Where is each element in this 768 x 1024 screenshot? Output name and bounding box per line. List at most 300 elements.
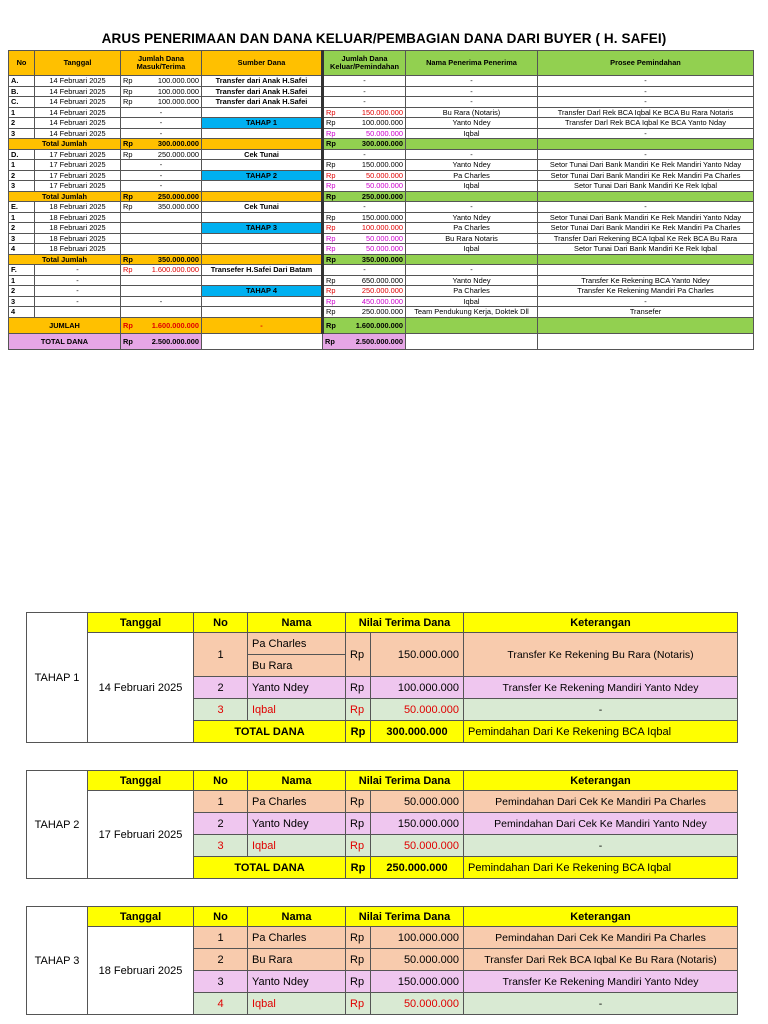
tahap-currency: Rp <box>346 699 371 721</box>
row-source <box>202 160 323 171</box>
row-in <box>121 76 202 87</box>
ledger-total-row <box>9 191 754 202</box>
currency-label: Rp <box>326 191 336 201</box>
row-recipient: Iqbal <box>406 296 538 307</box>
amount-value: - <box>363 97 366 107</box>
row-recipient: Bu Rara (Notaris) <box>406 107 538 118</box>
tahap-name: Bu Rara <box>248 655 346 677</box>
ledger-row <box>9 265 754 276</box>
row-no: 4 <box>9 307 35 318</box>
tahap-value: 50.000.000 <box>371 949 464 971</box>
header-nama: Nama <box>248 771 346 791</box>
row-recipient: Yanto Ndey <box>406 212 538 223</box>
row-date: 17 Februari 2025 <box>35 149 121 160</box>
row-out <box>323 286 406 297</box>
ledger-total-row <box>9 254 754 265</box>
amount-value: 300.000.000 <box>157 139 199 149</box>
ledger-header-cell: Jumlah Dana Masuk/Terima <box>121 51 202 76</box>
row-no: 1 <box>9 160 35 171</box>
ledger-row <box>9 149 754 160</box>
tahap-value: 150.000.000 <box>371 813 464 835</box>
row-process: - <box>538 128 754 139</box>
row-source <box>202 275 323 286</box>
jumlah-out <box>323 317 406 333</box>
tahap-no: 3 <box>194 699 248 721</box>
header-nilai: Nilai Terima Dana <box>346 771 464 791</box>
total-source <box>202 254 323 265</box>
total-proc <box>538 139 754 150</box>
amount-value: - <box>363 76 366 86</box>
currency-label: Rp <box>123 320 133 330</box>
row-process: - <box>538 86 754 97</box>
row-date: - <box>35 286 121 297</box>
currency-label: Rp <box>123 191 133 201</box>
tahap-name: Iqbal <box>248 993 346 1015</box>
ledger-row <box>9 233 754 244</box>
row-process: Transfer Darl Rek BCA Iqbal Ke BCA Bu Rara Notaris <box>538 107 754 118</box>
tahap-currency: Rp <box>346 677 371 699</box>
tahap-keterangan: Transfer Ke Rekening Mandiri Yanto Ndey <box>464 677 738 699</box>
amount-value: 100.000.000 <box>157 76 199 86</box>
row-process: Transfer Ke Rekening BCA Yanto Ndey <box>538 275 754 286</box>
spacer <box>202 333 323 349</box>
row-in <box>121 128 202 139</box>
currency-label: Rp <box>326 286 336 296</box>
row-no: 2 <box>9 286 35 297</box>
total-name <box>406 191 538 202</box>
row-in <box>121 97 202 108</box>
row-out <box>323 223 406 234</box>
currency-label: Rp <box>326 244 336 254</box>
row-source: Transefer H.Safei Dari Batam <box>202 265 323 276</box>
row-source: Transfer dari Anak H.Safei <box>202 76 323 87</box>
row-out <box>323 296 406 307</box>
currency-label: Rp <box>326 296 336 306</box>
tahap-total-currency: Rp <box>346 721 371 743</box>
row-date: 18 Februari 2025 <box>35 233 121 244</box>
amount-value: 1.600.000.000 <box>151 265 199 275</box>
amount-value: 50.000.000 <box>366 233 403 243</box>
row-process <box>538 265 754 276</box>
ledger-row <box>9 275 754 286</box>
row-in <box>121 286 202 297</box>
ledger-table <box>8 50 754 350</box>
tahap-no: 2 <box>194 949 248 971</box>
row-in <box>121 212 202 223</box>
row-out <box>323 170 406 181</box>
total-dana-out <box>323 333 406 349</box>
tahap-keterangan: Pemindahan Dari Cek Ke Mandiri Yanto Ndey <box>464 813 738 835</box>
tahap-no: 4 <box>194 993 248 1015</box>
tahap-row <box>27 927 738 949</box>
amount-value: 350.000.000 <box>157 254 199 264</box>
tahap-value: 100.000.000 <box>371 927 464 949</box>
tahap-total-value: 250.000.000 <box>371 857 464 879</box>
row-source <box>202 128 323 139</box>
row-in <box>121 149 202 160</box>
ledger-jumlah-row <box>9 317 754 333</box>
row-no: 2 <box>9 118 35 129</box>
row-in <box>121 160 202 171</box>
row-out <box>323 149 406 160</box>
amount-value: 1.600.000.000 <box>151 320 199 330</box>
row-no: 4 <box>9 244 35 255</box>
row-in <box>121 86 202 97</box>
row-date: 17 Februari 2025 <box>35 170 121 181</box>
tahap-currency: Rp <box>346 927 371 949</box>
row-source <box>202 181 323 192</box>
currency-label: Rp <box>123 86 133 96</box>
ledger-row <box>9 244 754 255</box>
header-tanggal: Tanggal <box>88 907 194 927</box>
ledger-row <box>9 118 754 129</box>
tahap-currency: Rp <box>346 993 371 1015</box>
row-source <box>202 212 323 223</box>
jumlah-label: JUMLAH <box>9 317 121 333</box>
row-out <box>323 128 406 139</box>
tahap-keterangan: - <box>464 835 738 857</box>
row-recipient: Iqbal <box>406 181 538 192</box>
ledger-row <box>9 181 754 192</box>
row-date: 14 Februari 2025 <box>35 97 121 108</box>
tahap-value: 150.000.000 <box>371 971 464 993</box>
total-source <box>202 191 323 202</box>
row-recipient: Pa Charles <box>406 223 538 234</box>
amount-value: 50.000.000 <box>366 181 403 191</box>
row-no: 2 <box>9 170 35 181</box>
tahap-keterangan: Transfer Dari Rek BCA Iqbal Ke Bu Rara (Notaris) <box>464 949 738 971</box>
row-process: - <box>538 76 754 87</box>
tahap-date: 14 Februari 2025 <box>88 633 194 743</box>
row-out <box>323 76 406 87</box>
header-nilai: Nilai Terima Dana <box>346 613 464 633</box>
row-out <box>323 97 406 108</box>
jumlah-in <box>121 317 202 333</box>
currency-label: Rp <box>326 320 336 330</box>
tahap-label: TAHAP 1 <box>27 613 88 743</box>
tahap-value: 50.000.000 <box>371 835 464 857</box>
tahap-no: 2 <box>194 813 248 835</box>
ledger-header-cell: No <box>9 51 35 76</box>
row-recipient: Yanto Ndey <box>406 160 538 171</box>
row-out <box>323 86 406 97</box>
tahap-currency: Rp <box>346 835 371 857</box>
row-out <box>323 307 406 318</box>
tahap-label: TAHAP 2 <box>27 771 88 879</box>
row-no: E. <box>9 202 35 213</box>
row-source: Cek Tunai <box>202 202 323 213</box>
amount-value: 100.000.000 <box>361 118 403 128</box>
currency-label: Rp <box>326 275 336 285</box>
ledger-row <box>9 307 754 318</box>
total-proc <box>538 254 754 265</box>
amount-value: 150.000.000 <box>361 212 403 222</box>
amount-value: 100.000.000 <box>157 86 199 96</box>
tahap-value: 50.000.000 <box>371 699 464 721</box>
tahap-name: Pa Charles <box>248 791 346 813</box>
tahap-total-label: TOTAL DANA <box>194 857 346 879</box>
tahap-total-label: TOTAL DANA <box>194 721 346 743</box>
currency-label: Rp <box>326 307 336 317</box>
amount-value: 350.000.000 <box>361 254 403 264</box>
jumlah-proc <box>538 317 754 333</box>
row-no: 1 <box>9 212 35 223</box>
row-process: Transefer <box>538 307 754 318</box>
row-source: Cek Tunai <box>202 149 323 160</box>
tahap-no: 2 <box>194 677 248 699</box>
row-date: 17 Februari 2025 <box>35 160 121 171</box>
row-source <box>202 244 323 255</box>
tahap-row <box>27 791 738 813</box>
row-in <box>121 265 202 276</box>
row-process: Setor Tunai Dari Bank Mandiri Ke Rek Mandiri Pa Charles <box>538 223 754 234</box>
tahap-value: 150.000.000 <box>371 633 464 677</box>
currency-label: Rp <box>326 107 336 117</box>
tahap-name: Yanto Ndey <box>248 677 346 699</box>
row-out <box>323 181 406 192</box>
tahap-keterangan: - <box>464 699 738 721</box>
tahap-keterangan: Pemindahan Dari Cek Ke Mandiri Pa Charles <box>464 791 738 813</box>
ledger-row <box>9 296 754 307</box>
row-date: 18 Februari 2025 <box>35 212 121 223</box>
row-recipient: - <box>406 202 538 213</box>
row-no: 3 <box>9 181 35 192</box>
header-nama: Nama <box>248 613 346 633</box>
row-date: 14 Februari 2025 <box>35 128 121 139</box>
row-date: - <box>35 275 121 286</box>
currency-label: Rp <box>326 212 336 222</box>
tahap-total-keterangan: Pemindahan Dari Ke Rekening BCA Iqbal <box>464 857 738 879</box>
header-tanggal: Tanggal <box>88 613 194 633</box>
row-source: TAHAP 1 <box>202 118 323 129</box>
header-nama: Nama <box>248 907 346 927</box>
tahap-value: 50.000.000 <box>371 993 464 1015</box>
amount-value: 250.000.000 <box>361 307 403 317</box>
amount-value: 250.000.000 <box>157 191 199 201</box>
tahap-table <box>26 906 738 1015</box>
ledger-header-cell: Nama Penerima Penerima <box>406 51 538 76</box>
row-out <box>323 244 406 255</box>
row-recipient: Bu Rara Notaris <box>406 233 538 244</box>
tahap-value: 50.000.000 <box>371 791 464 813</box>
total-label: Total Jumlah <box>9 254 121 265</box>
ledger-row <box>9 97 754 108</box>
row-source: Transfer dari Anak H.Safei <box>202 97 323 108</box>
amount-value: 350.000.000 <box>157 202 199 212</box>
tahap-no: 1 <box>194 927 248 949</box>
total-in <box>121 139 202 150</box>
row-no: F. <box>9 265 35 276</box>
tahap-table <box>26 612 738 743</box>
amount-value: - <box>159 160 163 170</box>
currency-label: Rp <box>123 254 133 264</box>
row-date <box>35 307 121 318</box>
total-out <box>323 139 406 150</box>
row-recipient: - <box>406 149 538 160</box>
ledger-header-cell: Sumber Dana <box>202 51 323 76</box>
currency-label: Rp <box>123 336 133 346</box>
row-in <box>121 275 202 286</box>
row-in <box>121 170 202 181</box>
amount-value: - <box>159 170 163 180</box>
row-out <box>323 160 406 171</box>
tahap-name: Yanto Ndey <box>248 813 346 835</box>
amount-value: 450.000.000 <box>361 296 403 306</box>
tahap-no: 1 <box>194 791 248 813</box>
tahap-no: 3 <box>194 971 248 993</box>
row-recipient: Team Pendukung Kerja, Doktek Dll <box>406 307 538 318</box>
row-recipient: Pa Charles <box>406 286 538 297</box>
total-out <box>323 191 406 202</box>
row-process: Setor Tunai Dari Bank Mandiri Ke Rek Iqbal <box>538 181 754 192</box>
currency-label: Rp <box>123 149 133 159</box>
row-source <box>202 307 323 318</box>
ledger-row <box>9 170 754 181</box>
header-nilai: Nilai Terima Dana <box>346 907 464 927</box>
row-recipient: - <box>406 86 538 97</box>
row-out <box>323 118 406 129</box>
row-in <box>121 307 202 318</box>
tahap-keterangan: Transfer Ke Rekening Mandiri Yanto Ndey <box>464 971 738 993</box>
row-recipient: - <box>406 76 538 87</box>
currency-label: Rp <box>326 170 336 180</box>
tahap-total-keterangan: Pemindahan Dari Ke Rekening BCA Iqbal <box>464 721 738 743</box>
amount-value: - <box>363 149 366 159</box>
row-source: TAHAP 2 <box>202 170 323 181</box>
row-process: Transfer Ke Rekening Mandiri Pa Charles <box>538 286 754 297</box>
tahap-date: 17 Februari 2025 <box>88 791 194 879</box>
tahap-total-value: 300.000.000 <box>371 721 464 743</box>
ledger-row <box>9 223 754 234</box>
currency-label: Rp <box>326 139 336 149</box>
row-date: - <box>35 296 121 307</box>
tahap-name: Iqbal <box>248 699 346 721</box>
total-name <box>406 254 538 265</box>
tahap-name: Pa Charles <box>248 927 346 949</box>
row-recipient: - <box>406 265 538 276</box>
row-date: 14 Februari 2025 <box>35 76 121 87</box>
amount-value: 300.000.000 <box>361 139 403 149</box>
row-no: D. <box>9 149 35 160</box>
row-no: B. <box>9 86 35 97</box>
currency-label: Rp <box>326 128 336 138</box>
ledger-header-cell: Tanggal <box>35 51 121 76</box>
ledger-total-dana-row <box>9 333 754 349</box>
currency-label: Rp <box>326 254 336 264</box>
ledger-total-row <box>9 139 754 150</box>
row-out <box>323 233 406 244</box>
ledger-row <box>9 128 754 139</box>
row-no: 1 <box>9 275 35 286</box>
row-process: Transfer Darl Rek BCA Iqbal Ke BCA Yanto Nday <box>538 118 754 129</box>
total-label: Total Jumlah <box>9 139 121 150</box>
row-date: 18 Februari 2025 <box>35 202 121 213</box>
header-keterangan: Keterangan <box>464 771 738 791</box>
row-source: TAHAP 3 <box>202 223 323 234</box>
total-proc <box>538 191 754 202</box>
total-out <box>323 254 406 265</box>
tahap-label: TAHAP 3 <box>27 907 88 1015</box>
total-label: Total Jumlah <box>9 191 121 202</box>
row-in <box>121 181 202 192</box>
total-source <box>202 139 323 150</box>
tahap-keterangan: Pemindahan Dari Cek Ke Mandiri Pa Charles <box>464 927 738 949</box>
amount-value: - <box>159 118 163 128</box>
total-in <box>121 191 202 202</box>
row-in <box>121 202 202 213</box>
tahap-total-currency: Rp <box>346 857 371 879</box>
amount-value: 150.000.000 <box>361 160 403 170</box>
row-recipient: Yanto Ndey <box>406 118 538 129</box>
tahap-date: 18 Februari 2025 <box>88 927 194 1015</box>
amount-value: - <box>363 265 366 275</box>
row-source: TAHAP 4 <box>202 286 323 297</box>
row-recipient: - <box>406 97 538 108</box>
row-date: 17 Februari 2025 <box>35 181 121 192</box>
row-in <box>121 244 202 255</box>
header-no: No <box>194 771 248 791</box>
tahap-currency: Rp <box>346 949 371 971</box>
row-source <box>202 107 323 118</box>
currency-label: Rp <box>123 97 133 107</box>
row-out <box>323 265 406 276</box>
row-recipient: Iqbal <box>406 244 538 255</box>
tahap-currency: Rp <box>346 971 371 993</box>
row-out <box>323 202 406 213</box>
amount-value: 50.000.000 <box>366 170 403 180</box>
row-process: Setor Tunai Dari Bank Mandiri Ke Rek Mandiri Pa Charles <box>538 170 754 181</box>
tahap-currency: Rp <box>346 633 371 677</box>
ledger-row <box>9 202 754 213</box>
currency-label: Rp <box>123 265 133 275</box>
row-source <box>202 233 323 244</box>
amount-value: - <box>159 128 163 138</box>
row-process: Setor Tunai Dari Bank Mandiri Ke Rek Mandiri Yanto Nday <box>538 160 754 171</box>
row-process: Setor Tunai Dari Bank Mandiri Ke Rek Mandiri Yanto Nday <box>538 212 754 223</box>
row-process: - <box>538 296 754 307</box>
tahap-table <box>26 770 738 879</box>
amount-value: 2.500.000.000 <box>151 336 199 346</box>
row-date: 14 Februari 2025 <box>35 107 121 118</box>
row-recipient: Pa Charles <box>406 170 538 181</box>
tahap-keterangan: - <box>464 993 738 1015</box>
row-no: 3 <box>9 296 35 307</box>
currency-label: Rp <box>325 336 335 346</box>
row-date: 18 Februari 2025 <box>35 244 121 255</box>
currency-label: Rp <box>123 139 133 149</box>
row-out <box>323 107 406 118</box>
header-no: No <box>194 613 248 633</box>
row-recipient: Yanto Ndey <box>406 275 538 286</box>
jumlah-source: - <box>202 317 323 333</box>
row-date: 18 Februari 2025 <box>35 223 121 234</box>
amount-value: 50.000.000 <box>366 244 403 254</box>
spacer <box>538 333 754 349</box>
amount-value: 50.000.000 <box>366 128 403 138</box>
tahap-name: Bu Rara <box>248 949 346 971</box>
row-in <box>121 223 202 234</box>
header-keterangan: Keterangan <box>464 907 738 927</box>
tahap-name: Pa Charles <box>248 633 346 655</box>
row-recipient: Iqbal <box>406 128 538 139</box>
row-out <box>323 275 406 286</box>
tahap-row <box>27 633 738 655</box>
ledger-row <box>9 107 754 118</box>
row-in <box>121 107 202 118</box>
jumlah-name <box>406 317 538 333</box>
amount-value: 150.000.000 <box>361 107 403 117</box>
row-in <box>121 118 202 129</box>
